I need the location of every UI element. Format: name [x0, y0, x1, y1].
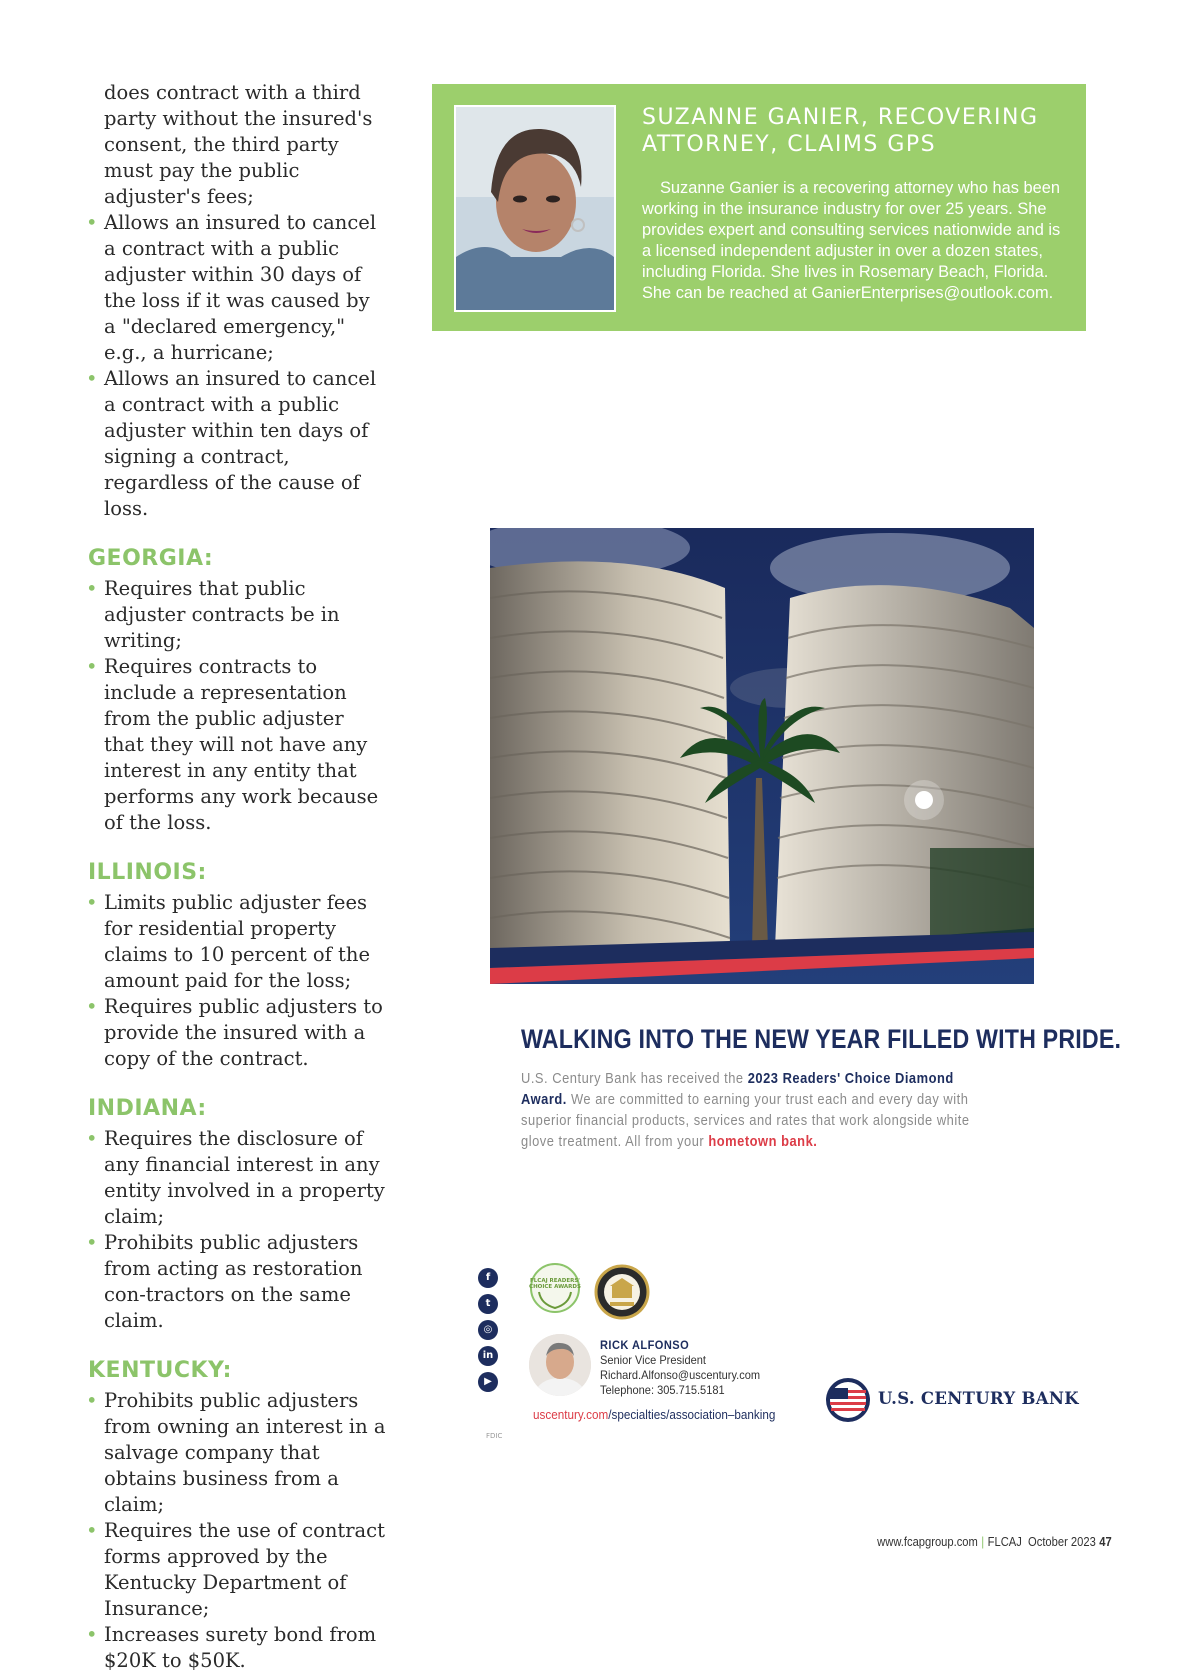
bullet-icon: •	[86, 1519, 98, 1542]
flag-globe-icon	[824, 1376, 872, 1424]
ad-headline: WALKING INTO THE NEW YEAR FILLED WITH PRIDE.	[521, 1024, 1122, 1054]
linkedin-icon[interactable]: in	[478, 1346, 498, 1366]
award-name: 2023 Readers' Choice Diamond Award.	[521, 1070, 954, 1108]
list-item: • Allows an insured to cancel a contract with a public adjuster within 30 days of the loss if it was caused by a "declared emergency," e.g., a hurricane;	[86, 211, 377, 364]
kentucky-heading: KENTUCKY:	[88, 1358, 232, 1383]
bullet-icon: •	[86, 995, 98, 1018]
author-photo	[454, 105, 616, 312]
intro-bullet-list	[86, 210, 386, 522]
bank-name: U.S. CENTURY BANK	[878, 1389, 1079, 1408]
social-icons	[478, 1268, 500, 1398]
diamond-award-badge	[594, 1264, 650, 1320]
list-item: • Requires that public adjuster contracts be in writing;	[86, 577, 340, 652]
rep-email[interactable]: Richard.Alfonso@uscentury.com	[600, 1368, 761, 1382]
rep-name: RICK ALFONSO	[600, 1338, 690, 1352]
illinois-list	[86, 890, 386, 1072]
bullet-icon: •	[86, 577, 98, 600]
list-item: • Increases surety bond from $20K to $50K.	[86, 1623, 377, 1672]
georgia-list	[86, 576, 386, 836]
rep-phone: Telephone: 305.715.5181	[600, 1383, 725, 1397]
ad-url-link[interactable]: uscentury.com/specialties/association–banking	[533, 1407, 776, 1422]
bio-title: SUZANNE GANIER, RECOVERING ATTORNEY, CLAIMS GPS	[642, 105, 1039, 157]
list-item: • Allows an insured to cancel a contract with a public adjuster within ten days of signing a contract, regardless of the cause of loss.	[86, 367, 377, 520]
ad-building-photo	[490, 528, 1034, 984]
rep-portrait-image	[529, 1334, 591, 1396]
list-item: • Limits public adjuster fees for residential property claims to 10 percent of the amount paid for the loss;	[86, 891, 370, 992]
fdic-label: FDIC	[486, 1432, 503, 1440]
rep-contact	[600, 1338, 760, 1398]
ad-body-text: U.S. Century Bank has received the 2023 Readers' Choice Diamond Award. We are committed to earning your trust each and every day with superior financial products, services and rates that work alongside white glove treatment. All from your hometown bank.	[521, 1070, 970, 1150]
page-number: 47	[1099, 1534, 1112, 1549]
youtube-icon[interactable]: ▶	[478, 1372, 498, 1392]
readers-choice-badge: FLCAJ READERS' CHOICE AWARDS	[529, 1262, 581, 1314]
kentucky-list	[86, 1388, 386, 1674]
indiana-list	[86, 1126, 386, 1334]
list-item: • Requires the disclosure of any financial interest in any entity involved in a property claim;	[86, 1127, 385, 1228]
bio-text: Suzanne Ganier is a recovering attorney who has been working in the insurance industry for over 25 years. She provides expert and consulting services nationwide and is a licensed independent adjuster in over a dozen states, including Florida. She lives in Rosemary Beach, Florida. She can be reached at GanierEnterprises@outlook.com.	[642, 179, 1061, 302]
list-item: • Requires the use of contract forms approved by the Kentucky Department of Insurance;	[86, 1519, 385, 1620]
list-item: • Requires public adjusters to provide the insured with a copy of the contract.	[86, 995, 383, 1070]
list-item: • Prohibits public adjusters from owning an interest in a salvage company that obtains business from a claim;	[86, 1389, 386, 1516]
bullet-icon: •	[86, 1389, 98, 1412]
facebook-icon[interactable]: f	[478, 1268, 498, 1288]
page-footer	[878, 1534, 1112, 1549]
footer-site[interactable]: www.fcapgroup.com	[877, 1534, 979, 1549]
illinois-heading: ILLINOIS:	[88, 860, 207, 885]
article-column	[86, 80, 386, 1674]
continued-text: does contract with a third party without the insured's consent, the third party must pay the public adjuster's fees;	[104, 81, 373, 208]
author-portrait-image	[456, 107, 614, 310]
diamond-award-icon	[594, 1264, 650, 1320]
bullet-icon: •	[86, 655, 98, 678]
bullet-icon: •	[86, 1127, 98, 1150]
footer-separator: |	[981, 1534, 985, 1549]
footer-pub: FLCAJ	[987, 1534, 1023, 1549]
author-bio-box	[432, 84, 1086, 331]
twitter-icon[interactable]: t	[478, 1294, 498, 1314]
bullet-icon: •	[86, 367, 98, 390]
footer-date: October 2023	[1028, 1534, 1097, 1549]
hometown-text: hometown bank.	[708, 1133, 818, 1150]
bullet-icon: •	[86, 211, 98, 234]
bullet-icon: •	[86, 891, 98, 914]
indiana-heading: INDIANA:	[88, 1096, 207, 1121]
georgia-heading: GEORGIA:	[88, 546, 214, 571]
bullet-icon: •	[86, 1231, 98, 1254]
rep-photo	[529, 1334, 591, 1396]
list-item: • Requires contracts to include a representation from the public adjuster that they will not have any interest in any entity that performs any work because of the loss.	[86, 655, 379, 834]
instagram-icon[interactable]: ◎	[478, 1320, 498, 1340]
rep-title: Senior Vice President	[600, 1353, 706, 1367]
bank-logo	[824, 1376, 1079, 1426]
bullet-icon: •	[86, 1623, 98, 1646]
list-item: • Prohibits public adjusters from acting as restoration con-tractors on the same claim.	[86, 1231, 363, 1332]
